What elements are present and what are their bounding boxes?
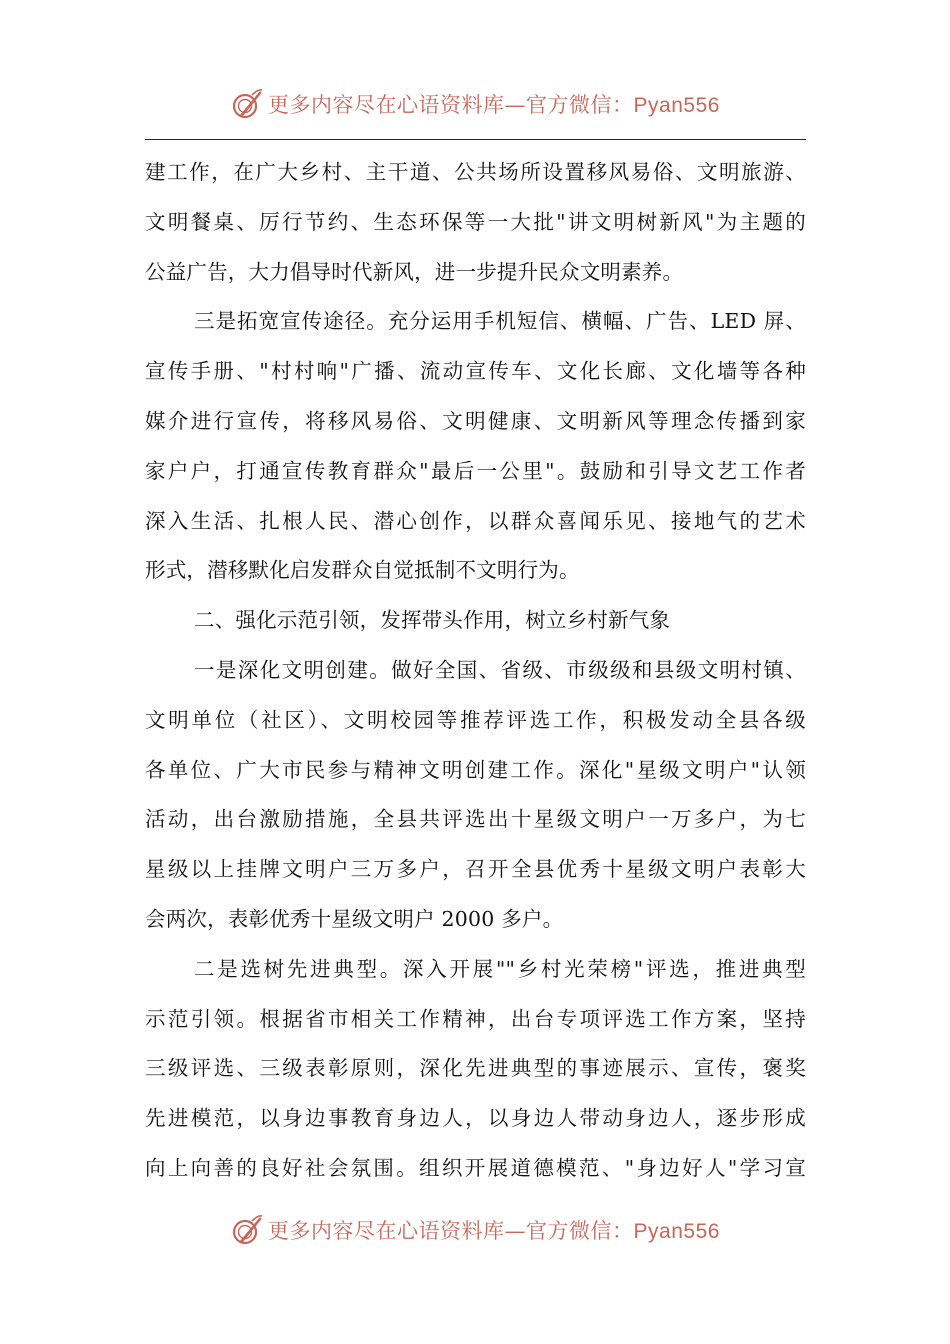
header-banner-handle: Pyan556	[633, 94, 720, 117]
text-line-12: 文明单位（社区）、文明校园等推荐评选工作，积极发动全县各级	[145, 707, 806, 732]
header-banner-label: 更多内容尽在心语资料库—官方微信：	[268, 93, 634, 117]
text-line-5: 宣传手册、"村村响"广播、流动宣传车、文化长廊、文化墙等各种	[145, 359, 806, 384]
quill-logo-icon	[230, 87, 264, 121]
header-banner-text	[268, 89, 720, 119]
text-line-15: 星级以上挂牌文明户三万多户，召开全县优秀十星级文明户表彰大	[145, 857, 806, 882]
text-line-7: 家户户，打通宣传教育群众"最后一公里"。鼓励和引导文艺工作者	[145, 458, 806, 483]
text-line-11: 一是深化文明创建。做好全国、省级、市级级和县级文明村镇、	[194, 657, 806, 682]
text-line-17: 二是选树先进典型。深入开展""乡村光荣榜"评选，推进典型	[194, 956, 806, 981]
text-line-1: 建工作，在广大乡村、主干道、公共场所设置移风易俗、文明旅游、	[145, 160, 806, 184]
text-line-20: 先进模范，以身边事教育身边人，以身边人带动身边人，逐步形成	[145, 1106, 806, 1131]
header-divider	[145, 139, 806, 140]
text-line-19: 三级评选、三级表彰原则，深化先进典型的事迹展示、宣传，褒奖	[145, 1056, 806, 1081]
document-body	[145, 148, 806, 1194]
text-line-2: 文明餐桌、厉行节约、生态环保等一大批"讲文明树新风"为主题的	[145, 209, 806, 234]
text-line-9: 形式，潜移默化启发群众自觉抵制不文明行为。	[145, 558, 580, 583]
text-line-4: 三是拓宽宣传途径。充分运用手机短信、横幅、广告、LED 屏、	[194, 309, 806, 334]
footer-banner-text	[268, 1215, 720, 1245]
footer-banner	[0, 1210, 950, 1250]
text-line-21: 向上向善的良好社会氛围。组织开展道德模范、"身边好人"学习宣	[145, 1155, 806, 1180]
text-line-14: 活动，出台激励措施，全县共评选出十星级文明户一万多户，为七	[145, 807, 806, 832]
quill-logo-icon	[230, 1213, 264, 1247]
text-line-16: 会两次，表彰优秀十星级文明户 2000 多户。	[145, 906, 564, 931]
footer-banner-label: 更多内容尽在心语资料库—官方微信：	[268, 1219, 634, 1243]
footer-banner-handle: Pyan556	[633, 1220, 720, 1243]
header-banner	[0, 84, 950, 124]
section-heading: 二、强化示范引领，发挥带头作用，树立乡村新气象	[194, 608, 671, 633]
text-line-13: 各单位、广大市民参与精神文明创建工作。深化"星级文明户"认领	[145, 757, 806, 782]
text-line-3: 公益广告，大力倡导时代新风，进一步提升民众文明素养。	[145, 259, 684, 284]
text-line-6: 媒介进行宣传，将移风易俗、文明健康、文明新风等理念传播到家	[145, 408, 806, 433]
text-line-8: 深入生活、扎根人民、潜心创作，以群众喜闻乐见、接地气的艺术	[145, 508, 806, 533]
text-line-18: 示范引领。根据省市相关工作精神，出台专项评选工作方案，坚持	[145, 1006, 806, 1031]
